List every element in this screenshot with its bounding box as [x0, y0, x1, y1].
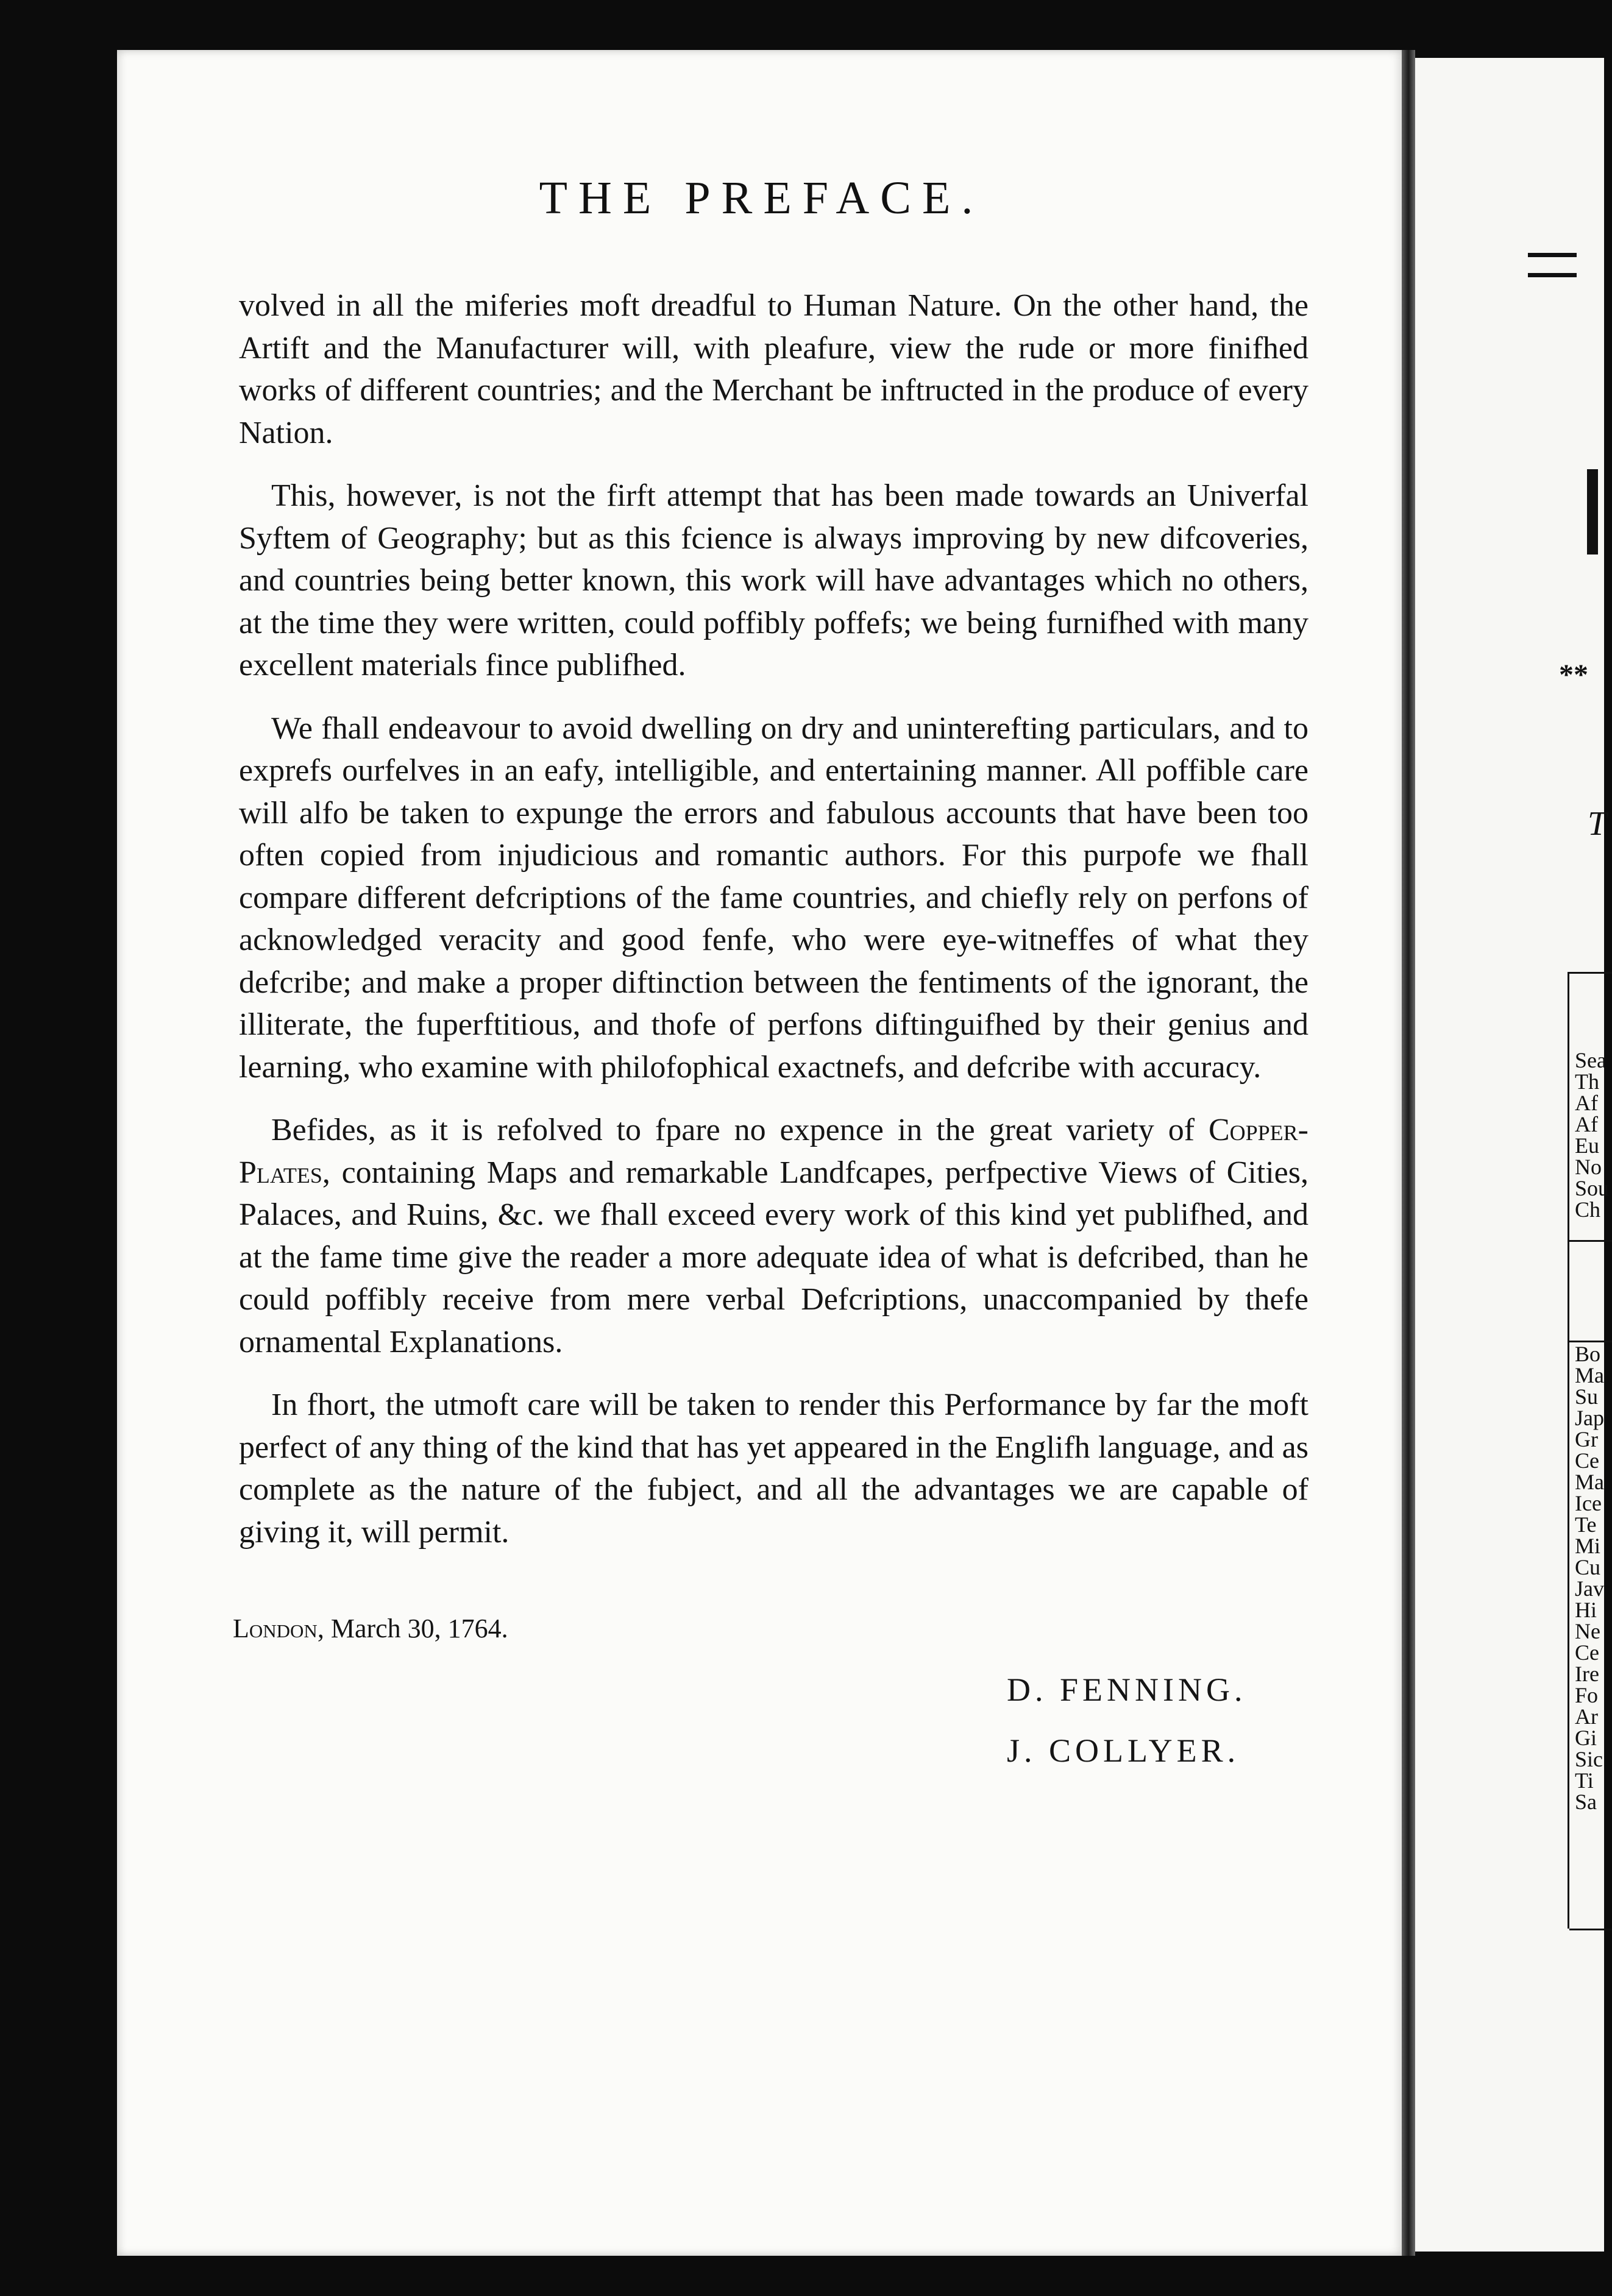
list-item: Sa	[1575, 1790, 1597, 1814]
list-bottom	[1575, 1344, 1604, 1813]
paragraph-1: volved in all the miferies moft dreadful to Human Nature. On the other hand, the Artift and the Manufacturer will, with pleafure, view the rude or more finifhed works of different countries; and the Merchant be inftructed in the produce of every Nation.	[239, 288, 1308, 450]
preface-body	[239, 285, 1308, 1574]
list-item: Cu	[1575, 1555, 1601, 1579]
table-rule	[1569, 1929, 1612, 1930]
book-gutter	[1402, 50, 1415, 2256]
list-item: Ne	[1575, 1619, 1600, 1643]
list-item: Ice	[1575, 1491, 1602, 1515]
list-item: Jav	[1575, 1576, 1604, 1601]
left-page	[117, 50, 1406, 2256]
paragraph-4-rest: , containing Maps and remarkable Landfcapes, perfpective Views of Cities, Palaces, and Ruins, &c. we fhall exceed every work of this kind yet publifhed, and at the fame time give the reader a more adequate idea of what is defcribed, than he could poffibly receive from mere verbal Defcriptions, unaccompanied by thefe ornamental Explanations.	[239, 1155, 1308, 1359]
large-letter-fragment	[1587, 469, 1598, 555]
table-rule	[1569, 972, 1612, 974]
list-item: Su	[1575, 1384, 1599, 1409]
dateline-place: London	[233, 1614, 318, 1643]
list-item: Ce	[1575, 1448, 1599, 1473]
list-item: Sea	[1575, 1048, 1607, 1072]
table-rule	[1569, 1240, 1612, 1242]
list-item: Jap	[1575, 1406, 1604, 1430]
list-item: Th	[1575, 1069, 1599, 1094]
list-item: Sou	[1575, 1176, 1610, 1200]
list-item: No	[1575, 1155, 1602, 1179]
double-rule	[1528, 253, 1577, 277]
list-item: Sic	[1575, 1747, 1603, 1771]
paragraph-4-start: Befides, as it is refolved to fpare no expence in the great variety of	[271, 1113, 1209, 1147]
list-item: Gi	[1575, 1726, 1597, 1750]
list-item: Ar	[1575, 1704, 1598, 1729]
list-item: Ma	[1575, 1363, 1604, 1387]
list-item: Ce	[1575, 1640, 1599, 1665]
list-item: Ire	[1575, 1662, 1599, 1686]
dateline-date: , March 30, 1764.	[317, 1614, 508, 1643]
list-item: Af	[1575, 1091, 1598, 1115]
paragraph-2: This, however, is not the firft attempt that has been made towards an Univerfal Syftem of Geography; but as this fcience is always improving by new difcoveries, and countries being better known, this work will have advantages which no others, at the time they were written, could poffibly poffefs; we being furnifhed with many excellent materials fince publifhed.	[239, 478, 1308, 682]
paragraph-4	[239, 1109, 1308, 1363]
list-item: Mi	[1575, 1534, 1601, 1558]
paragraph-5: In fhort, the utmoft care will be taken to render this Performance by far the moft perfect of any thing of the kind that has yet appeared in the Englifh language, and as complete as the nature of the fubject, and all the advantages we are capable of giving it, will permit.	[239, 1387, 1308, 1550]
list-item: Eu	[1575, 1133, 1599, 1158]
list-item: Hi	[1575, 1598, 1597, 1622]
asterisks: **	[1559, 659, 1588, 691]
signature-collyer: J. COLLYER.	[1007, 1732, 1240, 1769]
list-item: Ti	[1575, 1768, 1594, 1793]
list-item: Ch	[1575, 1197, 1601, 1222]
list-item: Ma	[1575, 1470, 1604, 1494]
right-page-fragment	[1415, 58, 1610, 2252]
dateline	[233, 1613, 508, 1644]
list-item: Af	[1575, 1112, 1598, 1136]
list-item: Bo	[1575, 1342, 1601, 1366]
italic-letter-fragment: T	[1588, 805, 1607, 843]
copper-plates-smallcaps: Copper-Plates	[239, 1113, 1308, 1190]
list-item: Fo	[1575, 1683, 1599, 1707]
signature-fenning: D. FENNING.	[1007, 1671, 1247, 1708]
page-title: THE PREFACE.	[539, 172, 984, 224]
list-item: Te	[1575, 1512, 1597, 1537]
list-item: Gr	[1575, 1427, 1598, 1451]
paragraph-3: We fhall endeavour to avoid dwelling on dry and uninterefting particulars, and to exprefs ourfelves in an eafy, intelligible, and entertaining manner. All poffible care will alfo be taken to expunge the errors and fabulous accounts that have been too often copied from injudicious and romantic authors. For this purpofe we fhall compare different defcriptions of the fame countries, and chiefly rely on perfons of acknowledged veracity and good fenfe, who were eye-witneffes of what they defcribe; and make a proper diftinction between the fentiments of the ignorant, the illiterate, the fuperftitious, and thofe of perfons diftinguifhed by their genius and learning, who examine with philofophical exactnefs, and defcribe with accuracy.	[239, 710, 1308, 1085]
list-top	[1575, 1050, 1609, 1221]
